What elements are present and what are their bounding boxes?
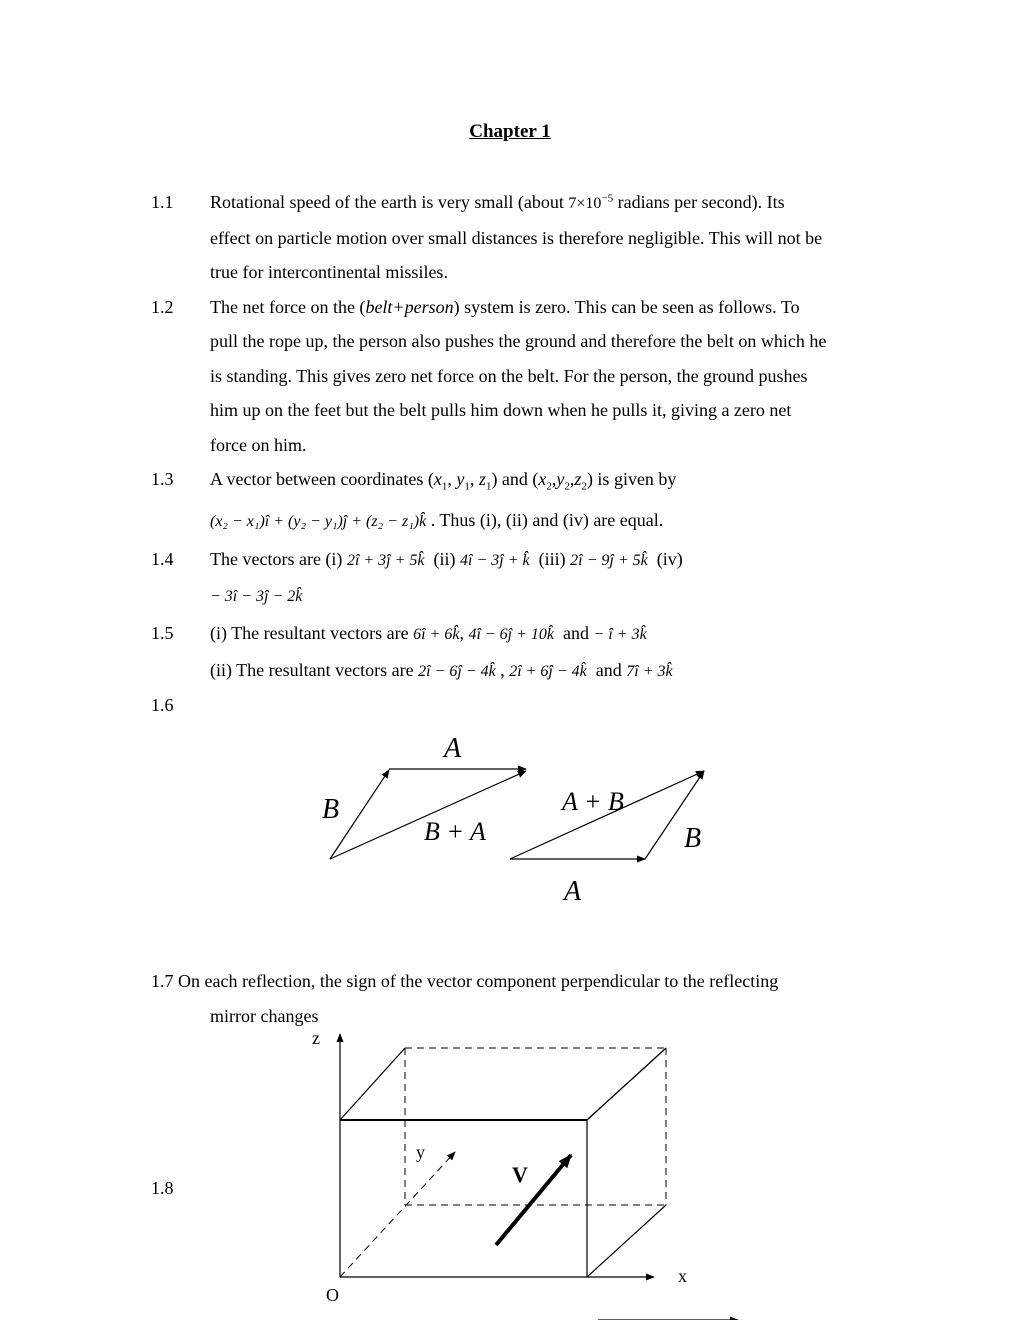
q1-5-line-2: (ii) The resultant vectors are 2î − 6ĵ − 4k̂ , 2î + 6ĵ − 4k̂ and 7î + 3k̂ [210, 660, 673, 680]
q1-1-line-3: true for intercontinental missiles. [210, 262, 448, 282]
label-a-left: A [444, 733, 462, 764]
q1-4-line-1: The vectors are (i) 2î + 3ĵ + 5k̂ (ii) 4î − 3ĵ + k̂ (iii) 2î − 9ĵ + 5k̂ (iv) [210, 549, 683, 569]
q1-3-line-2: (x₂ − x₁)î + (y₂ − y₁)ĵ + (z₂ − z₁)k̂ . Thus (i), (ii) and (iv) are equal. [210, 510, 664, 530]
q1-3-line-1: A vector between coordinates ($x_1$, $y_1$, $z_1$) and $(x_2,y_2,z_2)$ is given by [210, 469, 677, 493]
label-b-left: B [322, 794, 340, 825]
question-number-1-3: 1.3 [151, 469, 174, 489]
q1-2-line-4: him up on the feet but the belt pulls him down when he pulls it, giving a zero net [210, 400, 792, 420]
q1-2-line-3: is standing. This gives zero net force on the belt. For the person, the ground pushes [210, 366, 808, 386]
q1-2-line-2: pull the rope up, the person also pushes the ground and therefore the belt on which he [210, 331, 827, 351]
y-axis-label: y [416, 1142, 425, 1162]
label-b-plus-a: B + A [424, 817, 486, 846]
label-a-plus-b: A + B [562, 787, 624, 816]
question-number-1-8: 1.8 [151, 1178, 174, 1198]
chapter-title: Chapter 1 [469, 121, 551, 142]
origin-label: O [326, 1285, 339, 1305]
rotation-speed-value: $7\times 10^{-5}$ [568, 192, 614, 212]
label-b-right: B [684, 823, 702, 854]
question-number-1-1: 1.1 [151, 192, 174, 212]
q1-7-line-2: mirror changes [210, 1006, 319, 1026]
question-number-1-2: 1.2 [151, 297, 174, 317]
vector-expression: (x₂ − x₁)î + (y₂ − y₁)ĵ + (z₂ − z₁)k̂ [210, 513, 427, 530]
question-number-1-5: 1.5 [151, 623, 174, 643]
vector-v-label: V [512, 1162, 528, 1187]
y-axis [340, 1152, 455, 1277]
q1-2-line-1: The net force on the (belt+person) system is zero. This can be seen as follows. To [210, 297, 800, 317]
label-a-right: A [564, 876, 582, 907]
q1-7-line-1: 1.7 On each reflection, the sign of the vector component perpendicular to the reflecting [151, 971, 779, 991]
q1-4-line-2: − 3î − 3ĵ − 2k̂ [210, 588, 303, 605]
question-number-1-4: 1.4 [151, 549, 174, 569]
z-axis-label: z [312, 1028, 320, 1048]
q1-1-line-2: effect on particle motion over small distances is therefore negligible. This will not be [210, 228, 823, 248]
vector-v [496, 1155, 571, 1245]
q1-2-line-5: force on him. [210, 435, 307, 455]
q1-1-line-1: Rotational speed of the earth is very small (about $7\times 10^{-5}$ radians per second). Its [210, 192, 785, 212]
q1-5-line-1: (i) The resultant vectors are 6î + 6k̂, 4î − 6ĵ + 10k̂ and − î + 3k̂ [210, 623, 647, 643]
x-axis-label: x [678, 1266, 687, 1286]
question-number-1-6: 1.6 [151, 695, 174, 715]
